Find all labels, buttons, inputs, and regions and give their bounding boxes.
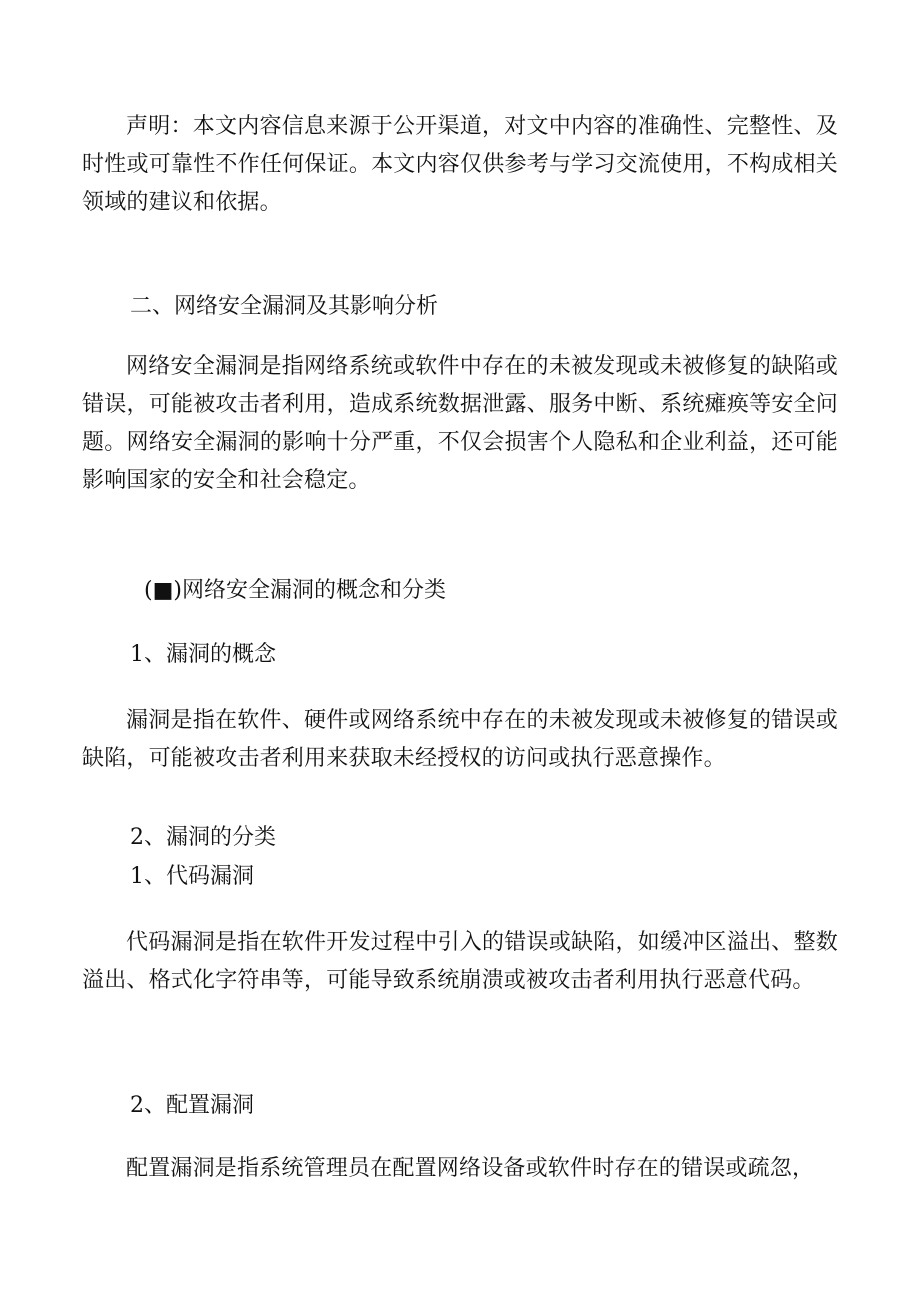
item1-paragraph: 漏洞是指在软件、硬件或网络系统中存在的未被发现或未被修复的错误或缺陷，可能被攻击者利用来获取未经授权的访问或执行恶意操作。 [82, 708, 838, 771]
item1-heading: 1、漏洞的概念 [130, 642, 276, 667]
config-vuln-heading: 2、配置漏洞 [130, 1093, 254, 1118]
code-vuln-heading: 1、代码漏洞 [130, 864, 254, 889]
config-vuln-paragraph: 配置漏洞是指系统管理员在配置网络设备或软件时存在的错误或疏忽， [126, 1156, 815, 1181]
disclaimer-paragraph: 声明：本文内容信息来源于公开渠道，对文中内容的准确性、完整性、及时性或可靠性不作任何保证。本文内容仅供参考与学习交流使用，不构成相关领域的建议和依据。 [82, 114, 838, 215]
code-vuln-paragraph: 代码漏洞是指在软件开发过程中引入的错误或缺陷，如缓冲区溢出、整数溢出、格式化字符串等，可能导致系统崩溃或被攻击者利用执行恶意代码。 [82, 930, 838, 993]
item2-heading: 2、漏洞的分类 [130, 825, 276, 850]
section-two-intro-paragraph: 网络安全漏洞是指网络系统或软件中存在的未被发现或未被修复的缺陷或错误，可能被攻击者利用，造成系统数据泄露、服务中断、系统瘫痪等安全问题。网络安全漏洞的影响十分严重，不仅会损害个人隐私和企业利益，还可能影响国家的安全和社会稳定。 [82, 354, 838, 493]
section-two-heading: 二、网络安全漏洞及其影响分析 [130, 294, 439, 319]
subsection-heading: (■)网络安全漏洞的概念和分类 [144, 578, 446, 603]
